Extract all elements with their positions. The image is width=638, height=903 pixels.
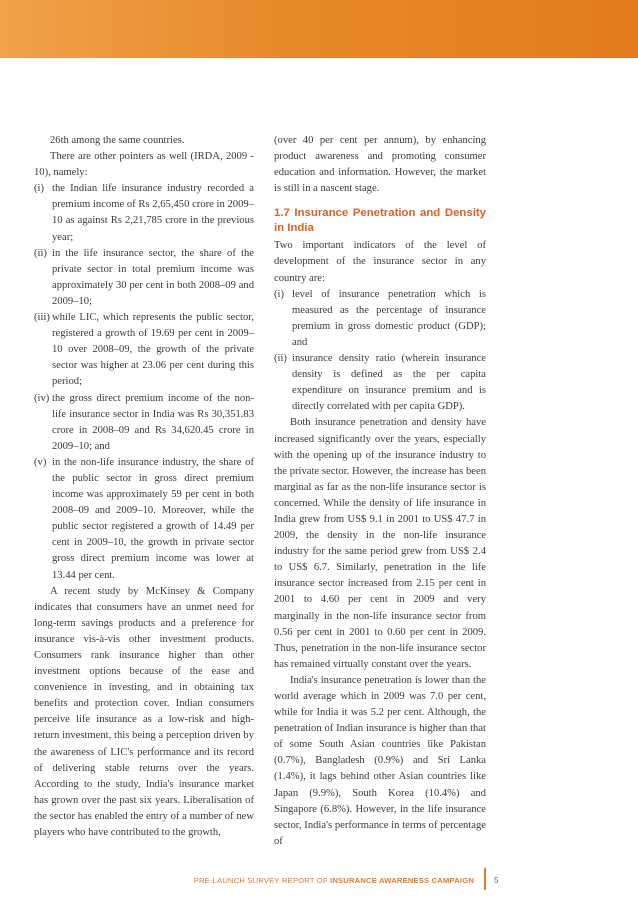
paragraph: India's insurance penetration is lower than the world average which in 2009 was 7.0 per cent, while for India it was 5.2 per cent. Although, the penetration of Indian insurance is higher than that of some South Asian countries like Pakistan (0.7%), Bangladesh (0.9%) and Sri Lanka (1.4%), it lags behind other Asian countries like Japan (9.9%), South Korea (10.4%) and Singapore (6.8%). However, in the life insurance sector, India's performance in terms of percentage of xyxy=(274,674,486,847)
list-number: (iii) xyxy=(34,312,50,324)
list-number: (i) xyxy=(34,183,44,195)
list-text: insurance density ratio (wherein insurance density is defined as the per capita expenditure on insurance premium and is directly correlated with per capita GDP). xyxy=(292,353,486,413)
list-item xyxy=(34,391,254,455)
footer-title: INSURANCE AWARENESS CAMPAIGN xyxy=(330,876,474,885)
paragraph: A recent study by McKinsey & Company indicates that consumers have an unmet need for long-term savings products and a preference for insurance vis-à-vis other investment products. Consumers rank insurance higher than other investment options because of the ease and convenience in investing, and in obtaining tax benefits and protection cover. Indian consumers perceive life insurance as a low-risk and high-return investment, this being a perception driven by the awareness of LIC's performance and its record of delivering stable returns over the years. According to the study, India's insurance market has grown over the past six years. Liberalisation of the sector has enabled the entry of a number of new players who have contributed to the growth, xyxy=(34,585,254,839)
paragraph: Two important indicators of the level of development of the insurance sector in any country are: xyxy=(274,240,486,284)
list-item xyxy=(34,310,254,390)
footer-label xyxy=(194,876,474,885)
list-item xyxy=(274,351,486,415)
list-item xyxy=(34,181,254,245)
list-item xyxy=(274,287,486,351)
list-text: the gross direct premium income of the non-life insurance sector in India was Rs 30,351.83 crore in 2008–09 and Rs 34,620.45 crore in 2009–10; and xyxy=(52,392,254,452)
paragraph: 26th among the same countries. xyxy=(50,135,185,146)
list-number: (ii) xyxy=(274,353,287,365)
list-number: (iv) xyxy=(34,392,50,404)
list-number: (ii) xyxy=(34,247,47,259)
section-heading: 1.7 Insurance Penetration and Density in India xyxy=(274,207,486,235)
paragraph: Both insurance penetration and density have increased significantly over the years, especially with the opening up of the insurance industry to the private sector. However, the increase has been marginal as far as the non-life insurance sector is concerned. While the density of life insurance in India grew from US$ 9.1 in 2001 to US$ 47.7 in 2009, the density in the non-life insurance industry for the same period grew from US$ 2.4 to US$ 6.7. Similarly, penetration in the life insurance sector increased from 2.15 per cent in 2001 to 4.60 per cent in 2009 and very marginally in the non-life insurance sector from 0.56 per cent in 2001 to 0.60 per cent in 2009. Thus, penetration in the non-life insurance sector has remained virtually constant over the years. xyxy=(274,417,486,670)
paragraph: (over 40 per cent per annum), by enhancing product awareness and promoting consumer education and information. However, the market is still in a nascent stage. xyxy=(274,135,486,195)
list-number: (i) xyxy=(274,288,284,300)
left-column xyxy=(34,133,254,841)
list-number: (v) xyxy=(34,456,47,468)
footer-prefix: PRE-LAUNCH SURVEY REPORT OF xyxy=(193,876,331,885)
list-text: in the non-life insurance industry, the share of the public sector in gross direct premium income was approximately 59 per cent in both 2008–09 and 2009–10. Moreover, while the public sector registered a growth of 14.49 per cent in 2009–10, the growth in private sector gross direct premium income was lower at 13.44 per cent. xyxy=(52,456,254,581)
right-column xyxy=(274,133,486,850)
list-text: while LIC, which represents the public sector, registered a growth of 19.69 per cent in 2009–10 over 2008–09, the growth of the private sector was higher at 23.06 per cent during this period; xyxy=(52,312,254,388)
list-item xyxy=(34,246,254,310)
list-item xyxy=(34,455,254,584)
list-text: level of insurance penetration which is measured as the percentage of insurance premium in gross domestic product (GDP); and xyxy=(292,288,486,348)
list-text: the Indian life insurance industry recorded a premium income of Rs 2,65,450 crore in 2009–10 as against Rs 2,21,785 crore in the previous year; xyxy=(52,183,254,243)
paragraph: There are other pointers as well (IRDA, 2009 - 10), namely: xyxy=(34,151,254,179)
page-footer xyxy=(0,876,638,890)
header-color-band xyxy=(0,0,638,58)
page-number: 5 xyxy=(494,876,499,885)
footer-divider xyxy=(484,868,486,890)
list-text: in the life insurance sector, the share of the private sector in total premium income was approximately 30 per cent in both 2008–09 and 2009–10; xyxy=(52,247,254,307)
